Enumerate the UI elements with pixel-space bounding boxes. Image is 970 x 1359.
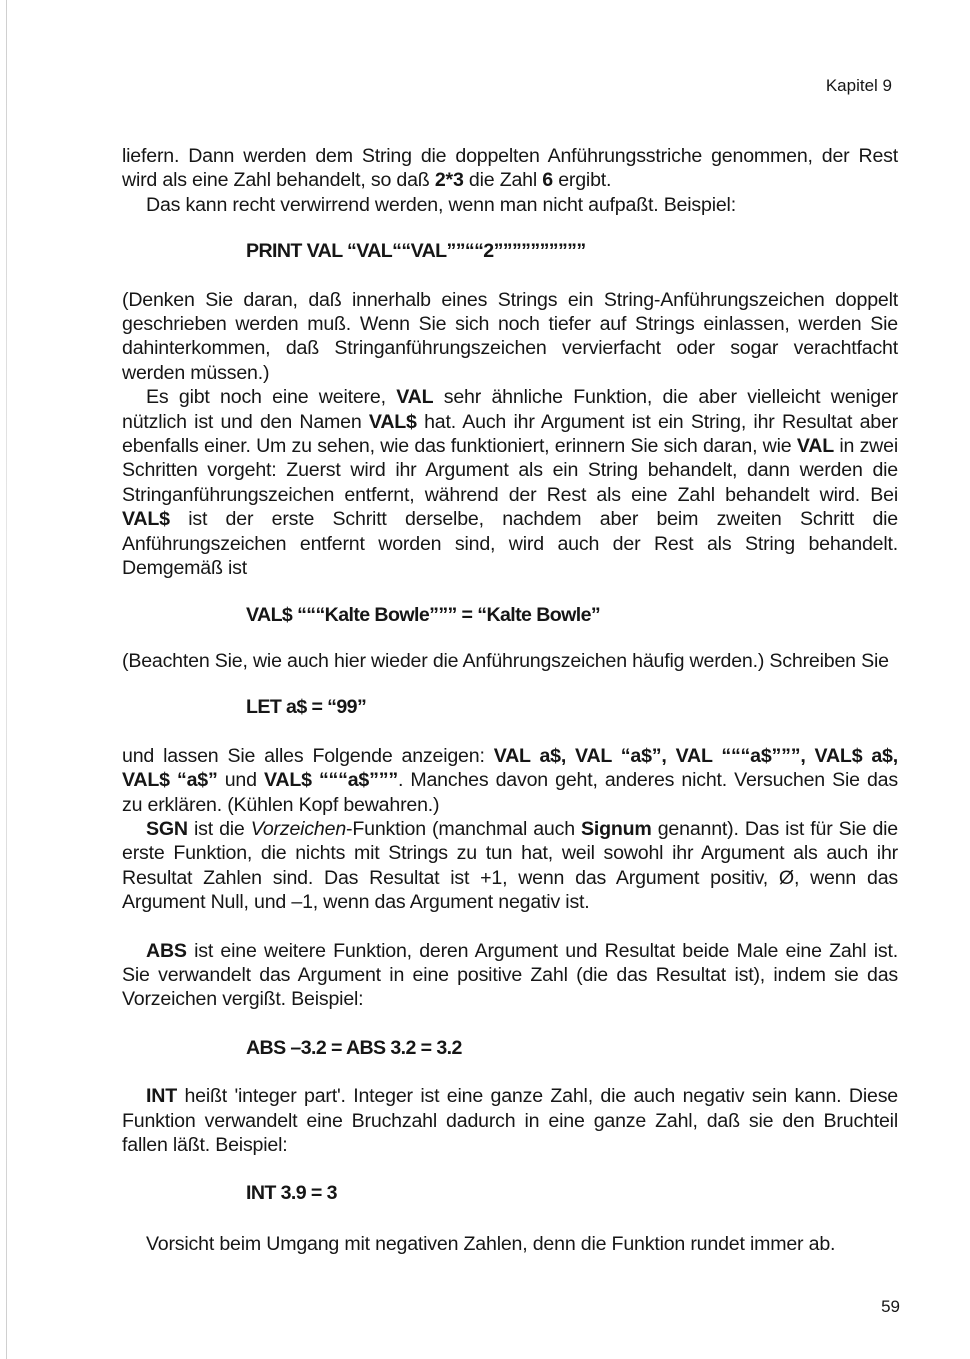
text-run: Es gibt noch eine weitere, xyxy=(146,386,397,409)
chapter-header: Kapitel 9 xyxy=(825,76,892,95)
code-example-print-val: PRINT VAL “VAL““VAL””““2”””””””””” xyxy=(246,240,586,263)
text-run: sehr ähnliche Funktion, die aber vielleicht weniger nützlich ist und den Namen xyxy=(122,386,898,433)
text-run: ist der erste Schritt derselbe, nachdem aber beim zweiten Schritt die Anführungszeichen entfernt worden sind, wird auch der Rest als String behandelt. Demgemäß ist xyxy=(122,508,898,580)
bold-keyword: VAL$ “““a$””” xyxy=(263,769,398,792)
page-number: 59 xyxy=(881,1297,900,1316)
page-body xyxy=(122,144,898,1256)
text-run: ist die xyxy=(187,817,251,840)
text-run: (Denken Sie daran, daß innerhalb eines Strings ein String-Anführungszeichen doppelt geschrieben werden muß. Wenn Sie sich noch tiefer auf Strings einlassen, werden Sie dahinterkommen, daß Stringanführungszeichen vervierfacht oder sogar verachtfacht werden müssen.) xyxy=(122,288,898,384)
paragraph-2 xyxy=(122,193,898,217)
text-run: . Manches davon geht, anderes nicht. Versuchen Sie das zu erklären. (Kühlen Kopf bewahren.) xyxy=(122,769,898,816)
paragraph-6 xyxy=(122,744,898,817)
text-run: heißt 'integer part'. Integer ist eine ganze Zahl, die auch negativ sein kann. Diese Funktion verwandelt eine Bruchzahl dadurch in eine ganze Zahl, daß sie den Bruchteil fallen läßt. Beispiel: xyxy=(122,1085,898,1156)
text-run: (Beachten Sie, wie auch hier wieder die Anführungszeichen häufig werden.) Schreiben Sie xyxy=(122,649,889,672)
bold-keyword: VAL xyxy=(796,435,834,458)
text-run: genannt). Das ist für Sie die erste Funktion, die nichts mit Strings zu tun hat, weil sowohl ihr Argument als auch ihr Resultat Zahlen sind. Das Resultat ist +1, wenn das Argument positiv, Ø, wenn das Argument Null, und –1, wenn das Argument negativ ist. xyxy=(122,817,898,914)
text-run: die Zahl xyxy=(463,169,543,192)
bold-keyword: INT xyxy=(146,1085,177,1108)
text-run: Vorsicht beim Umgang mit negativen Zahlen, denn die Funktion rundet immer ab. xyxy=(146,1232,836,1255)
code-example-let: LET a$ = “99” xyxy=(246,696,367,719)
text-run: ergibt. xyxy=(552,169,612,192)
bold-keyword: VAL a$, VAL “a$”, VAL “““a$”””, VAL$ a$, VAL$ “a$” xyxy=(122,744,899,792)
paragraph-3 xyxy=(122,288,898,386)
text-run: ist eine weitere Funktion, deren Argument und Resultat beide Male eine Zahl ist. Sie verwandelt das Argument in eine positive Zahl (die das Resultat ist), indem sie das Vorzeichen vergißt. Beispiel: xyxy=(122,939,898,1011)
text-run: Das kann recht verwirrend werden, wenn man nicht aufpaßt. Beispiel: xyxy=(146,193,736,216)
paragraph-4 xyxy=(122,385,898,580)
paragraph-5 xyxy=(122,649,898,673)
text-run: -Funktion (manchmal auch xyxy=(346,817,581,840)
code-example-int: INT 3.9 = 3 xyxy=(246,1182,337,1205)
code-example-abs: ABS –3.2 = ABS 3.2 = 3.2 xyxy=(246,1036,462,1059)
paragraph-1 xyxy=(122,144,898,193)
bold-keyword: Signum xyxy=(581,817,652,840)
bold-keyword: VAL xyxy=(396,386,434,409)
paragraph-10 xyxy=(122,1232,898,1256)
code-example-val-string: VAL$ “““Kalte Bowle””” = “Kalte Bowle” xyxy=(246,603,601,626)
text-run: hat. Auch ihr Argument ist ein String, ihr Resultat aber ebenfalls einer. Um zu sehen, wie das funktioniert, erinnern Sie sich daran, wie xyxy=(122,410,898,458)
paragraph-7-sgn xyxy=(122,817,898,915)
bold-keyword: 2*3 xyxy=(434,169,464,192)
bold-keyword: ABS xyxy=(146,939,187,962)
paragraph-8-abs xyxy=(122,939,898,1012)
italic-term: Vorzeichen xyxy=(250,817,347,840)
paragraph-9-int xyxy=(122,1084,898,1157)
bold-keyword: VAL$ xyxy=(368,410,417,433)
text-run: liefern. Dann werden dem String die doppelten Anführungsstriche genommen, der Rest wird als eine Zahl behandelt, so daß xyxy=(122,145,898,192)
text-run: und lassen Sie alles Folgende anzeigen: xyxy=(122,744,494,767)
text-run: und xyxy=(217,769,264,792)
text-run: in zwei Schritten vorgeht: Zuerst wird ihr Argument als ein String behandelt, dann werden die Stringanführungszeichen entfernt, während der Rest als eine Zahl behandelt wird. Bei xyxy=(122,435,898,506)
page-edge-line xyxy=(6,0,7,1359)
bold-keyword: 6 xyxy=(542,169,553,192)
bold-keyword: VAL$ xyxy=(122,508,170,531)
bold-keyword: SGN xyxy=(146,817,188,840)
